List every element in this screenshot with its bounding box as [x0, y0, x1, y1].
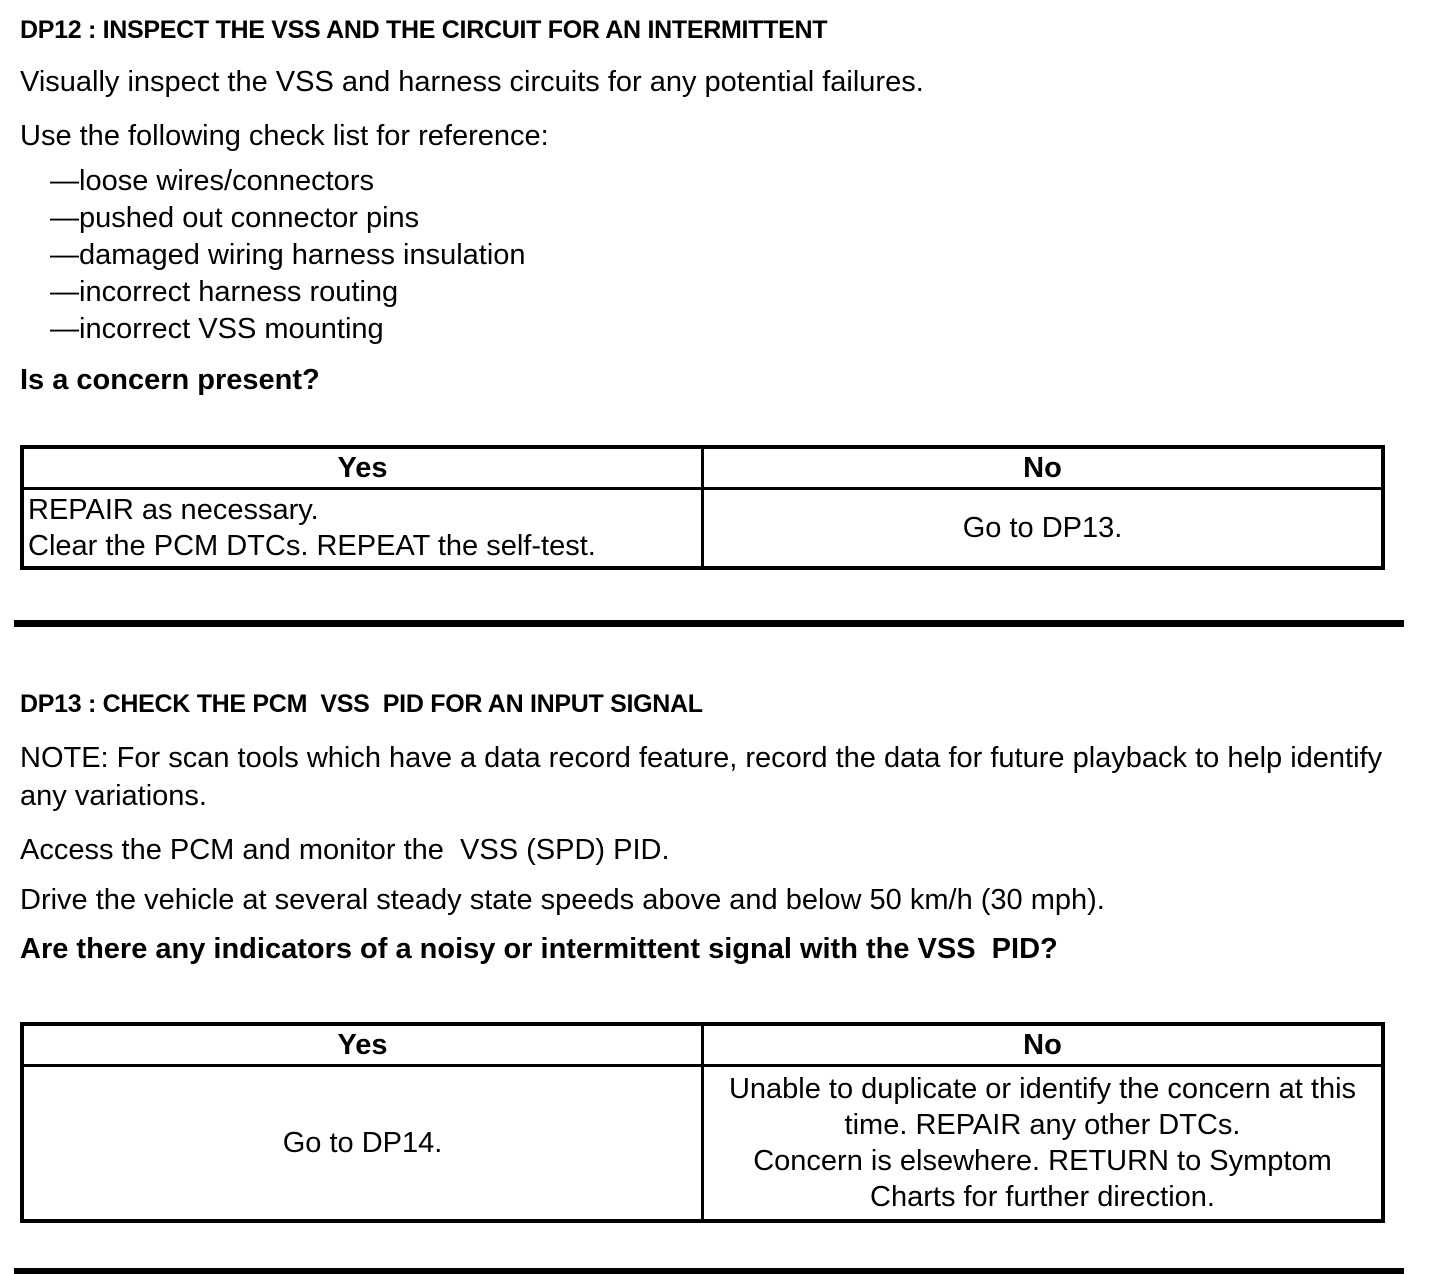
dp13-step-heading: DP13 : CHECK THE PCM VSS PID FOR AN INPUT SIGNAL — [20, 690, 703, 718]
checklist-item: —loose wires/connectors — [50, 165, 374, 197]
no-column-header: No — [703, 1024, 1384, 1066]
dp13-section — [20, 689, 1440, 1223]
no-action-line: Unable to duplicate or identify the concern at this time. REPAIR any other DTCs. — [728, 1073, 1365, 1141]
dp12-step-heading: DP12 : INSPECT THE VSS AND THE CIRCUIT FOR AN INTERMITTENT — [20, 16, 828, 44]
dp12-section — [20, 15, 1440, 570]
dp13-question: Are there any indicators of a noisy or intermittent signal with the VSS PID? — [20, 933, 1058, 965]
yes-action-cell — [22, 489, 703, 569]
checklist-item: —incorrect VSS mounting — [50, 313, 384, 345]
dp13-step2-text: Drive the vehicle at several steady state speeds above and below 50 km/h (30 mph). — [20, 884, 1105, 916]
dp12-checklist — [20, 163, 1440, 348]
yes-action-line: REPAIR as necessary. — [28, 494, 319, 526]
yes-action-line: Clear the PCM DTCs. REPEAT the self-test. — [28, 530, 596, 562]
dp12-checklist-intro: Use the following check list for reference: — [20, 120, 549, 152]
no-action-cell — [703, 1066, 1384, 1222]
section-divider-rule — [14, 620, 1404, 627]
checklist-item: —damaged wiring harness insulation — [50, 239, 526, 271]
table-header-row — [22, 1024, 1383, 1066]
dp13-note-text: NOTE: For scan tools which have a data record feature, record the data for future playback to help identify any variations. — [20, 742, 1391, 812]
no-column-header: No — [703, 447, 1384, 489]
dp13-decision-table — [20, 1022, 1385, 1223]
yes-action-cell: Go to DP14. — [22, 1066, 703, 1222]
dp12-question: Is a concern present? — [20, 364, 320, 396]
dp12-decision-table — [20, 445, 1385, 570]
dp13-step1-text: Access the PCM and monitor the VSS (SPD) PID. — [20, 834, 670, 866]
table-header-row — [22, 447, 1383, 489]
no-action-cell: Go to DP13. — [703, 489, 1384, 569]
yes-column-header: Yes — [22, 447, 703, 489]
dp12-intro-text: Visually inspect the VSS and harness circuits for any potential failures. — [20, 66, 924, 98]
page-bottom-rule — [14, 1268, 1404, 1274]
yes-column-header: Yes — [22, 1024, 703, 1066]
checklist-item: —incorrect harness routing — [50, 276, 399, 308]
checklist-item: —pushed out connector pins — [50, 202, 420, 234]
table-action-row — [22, 1066, 1383, 1222]
table-action-row — [22, 489, 1383, 569]
no-action-line: Concern is elsewhere. RETURN to Symptom Charts for further direction. — [753, 1145, 1340, 1213]
